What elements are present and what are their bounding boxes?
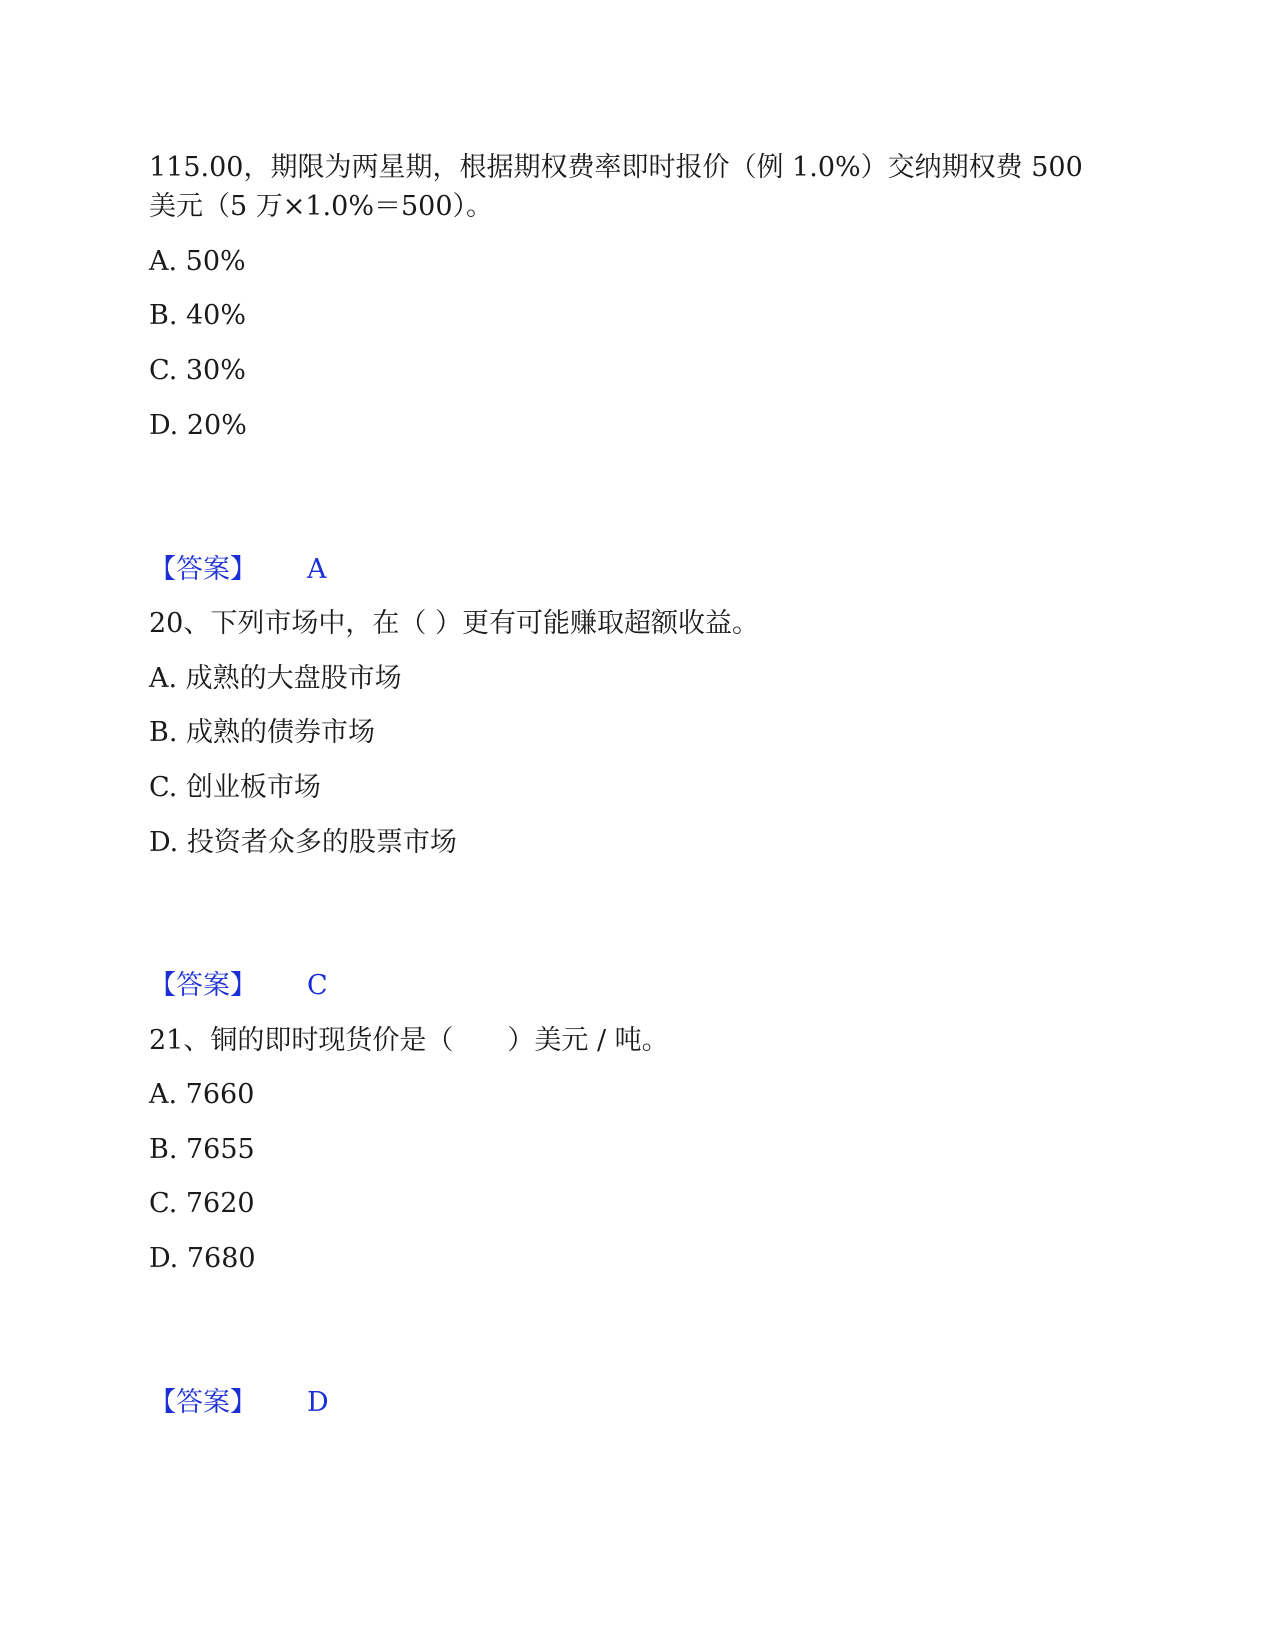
option-c: C. 7620	[149, 1188, 255, 1219]
option-d: D. 20%	[149, 410, 247, 441]
option-d: D. 投资者众多的股票市场	[149, 827, 457, 858]
question-stem-line: 美元（5 万×1.0%＝500）。	[149, 191, 494, 222]
option-c: C. 30%	[149, 355, 246, 386]
option-d: D. 7680	[149, 1243, 256, 1274]
answer-row	[149, 968, 328, 1004]
option-b: B. 40%	[149, 300, 247, 331]
answer-value: C	[307, 970, 328, 1001]
option-c: C. 创业板市场	[149, 772, 321, 803]
answer-value: A	[307, 554, 327, 585]
question-stem-line: 115.00，期限为两星期，根据期权费率即时报价（例 1.0%）交纳期权费 500	[149, 152, 1083, 183]
question-stem: 20、下列市场中，在（ ）更有可能赚取超额收益。	[149, 608, 759, 639]
answer-label: 【答案】	[149, 970, 257, 1001]
option-a: A. 50%	[149, 246, 246, 277]
option-a: A. 成熟的大盘股市场	[149, 663, 402, 694]
answer-label: 【答案】	[149, 1387, 257, 1418]
answer-row	[149, 1385, 329, 1421]
option-b: B. 7655	[149, 1134, 255, 1165]
option-a: A. 7660	[149, 1079, 255, 1110]
question-stem: 21、铜的即时现货价是（ ）美元 / 吨。	[149, 1025, 669, 1056]
answer-value: D	[307, 1387, 329, 1418]
answer-row	[149, 552, 327, 588]
option-b: B. 成熟的债券市场	[149, 717, 376, 748]
answer-label: 【答案】	[149, 554, 257, 585]
